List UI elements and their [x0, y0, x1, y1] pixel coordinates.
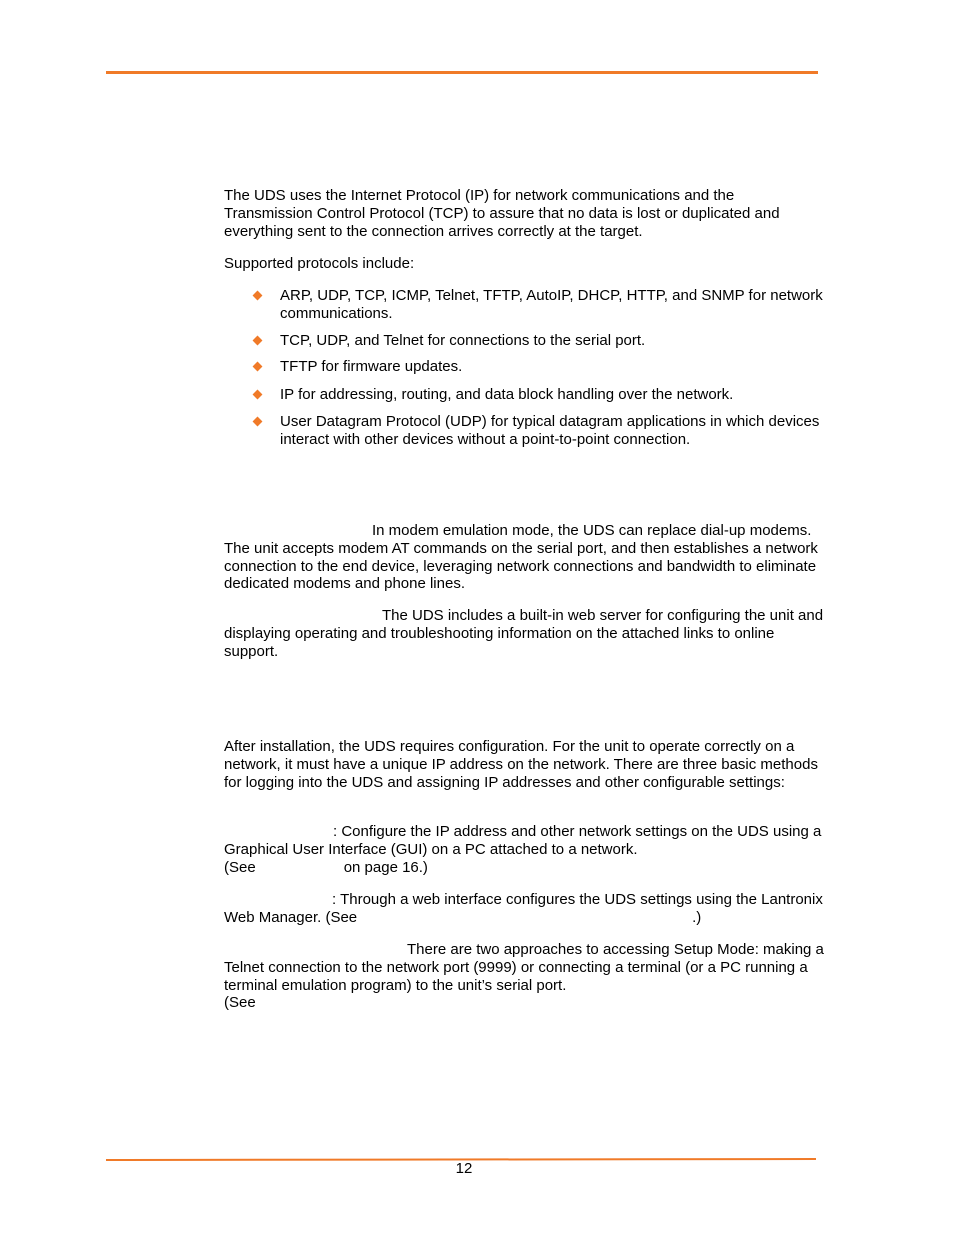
list-item [251, 358, 831, 376]
list-item [251, 413, 831, 449]
diamond-bullet-icon [253, 417, 263, 427]
paragraph-supported: Supported protocols include: [224, 255, 415, 272]
method-web-manager [224, 891, 824, 927]
method2-text: : Through a web interface configures the UDS settings using the Lantronix Web Manager. (See [224, 891, 823, 926]
diamond-bullet-icon [253, 362, 263, 372]
method1-text: : Configure the IP address and other network settings on the UDS using a Graphical User Interface (GUI) on a PC attached to a network. [224, 823, 822, 858]
diamond-bullet-icon [253, 390, 263, 400]
list-item-text: User Datagram Protocol (UDP) for typical datagram applications in which devices interact with other devices without a point-to-point connection. [280, 412, 820, 448]
method3-see: (See [224, 994, 256, 1012]
list-item-text: IP for addressing, routing, and data block handling over the network. [280, 386, 734, 404]
paragraph-web-server: The UDS includes a built-in web server for configuring the unit and displaying operating and troubleshooting information on the attached links to online support. [224, 607, 824, 660]
method1-see-line [224, 859, 824, 877]
diamond-bullet-icon [253, 291, 263, 301]
method-serial-telnet [224, 941, 824, 1012]
list-item-text: TCP, UDP, and Telnet for connections to the serial port. [280, 331, 646, 349]
header-rule [106, 71, 818, 74]
list-item [251, 386, 831, 404]
method-deviceinstaller [224, 823, 824, 876]
list-item [251, 287, 831, 323]
method1-see: (See [224, 858, 256, 876]
diamond-bullet-icon [253, 335, 263, 345]
page-number: 12 [455, 1160, 473, 1177]
list-item [251, 332, 831, 350]
protocol-list [251, 287, 831, 449]
method3-text: There are two approaches to accessing Setup Mode: making a Telnet connection to the network port (9999) or connecting a terminal (or a PC running a terminal emulation program) to the unit’s serial port. [224, 941, 824, 994]
paragraph-ip-intro: The UDS uses the Internet Protocol (IP) for network communications and the Transmission Control Protocol (TCP) to assure that no data is lost or duplicated and everything sent to the connection arrives correctly at the target. [224, 187, 780, 240]
paragraph-modem-emulation: In modem emulation mode, the UDS can replace dial-up modems. The unit accepts modem AT commands on the serial port, and then establishes a network connection to the end device, leveraging network connections and bandwidth to eliminate dedicated modems and phone lines. [224, 522, 818, 593]
paragraph-config-intro: After installation, the UDS requires configuration. For the unit to operate correctly on a network, it must have a unique IP address on the network. There are three basic methods for logging into the UDS and assigning IP addresses and other configurable settings: [224, 738, 818, 791]
method1-page-ref: on page 16.) [343, 858, 428, 876]
list-item-text: ARP, UDP, TCP, ICMP, Telnet, TFTP, AutoIP, DHCP, HTTP, and SNMP for network communications. [280, 287, 823, 322]
list-item-text: TFTP for firmware updates. [280, 358, 463, 376]
method2-close: .) [692, 908, 702, 926]
